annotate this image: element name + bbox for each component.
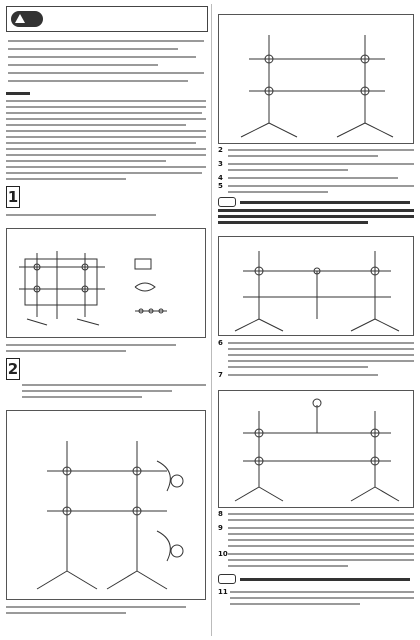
figure-5-frame-assembly-3 bbox=[218, 236, 414, 336]
caution-tag bbox=[11, 11, 43, 27]
rack-parts-illustration bbox=[7, 229, 207, 339]
section-2-number: 2 bbox=[7, 360, 19, 378]
right-column bbox=[212, 0, 420, 640]
section-1-number: 1 bbox=[7, 188, 19, 206]
note-2-label bbox=[218, 574, 236, 584]
section-1-heading bbox=[6, 186, 206, 208]
step-number: 5 bbox=[218, 182, 223, 190]
step-number: 6 bbox=[218, 339, 223, 347]
step-number: 11 bbox=[218, 588, 228, 596]
frame-assembly-1-illustration bbox=[7, 411, 207, 601]
caution-box bbox=[6, 6, 208, 32]
step-number: 2 bbox=[218, 146, 223, 154]
step-number: 4 bbox=[218, 174, 223, 182]
frame-assembly-4-illustration bbox=[219, 391, 415, 509]
figure-3-frame-assembly-1 bbox=[6, 410, 206, 600]
frame-assembly-2-illustration bbox=[219, 15, 415, 145]
step-number: 9 bbox=[218, 524, 223, 532]
figure-4-frame-assembly-2 bbox=[218, 14, 414, 144]
step-number: 10 bbox=[218, 550, 228, 558]
step-number: 7 bbox=[218, 371, 223, 379]
section-2-heading bbox=[6, 358, 206, 380]
figure-1-package-contents bbox=[6, 228, 206, 338]
warning-triangle-icon bbox=[15, 14, 25, 23]
figure-6-frame-assembly-4 bbox=[218, 390, 414, 508]
frame-assembly-3-illustration bbox=[219, 237, 415, 337]
step-number: 8 bbox=[218, 510, 223, 518]
step-number: 3 bbox=[218, 160, 223, 168]
note-1-label bbox=[218, 197, 236, 207]
